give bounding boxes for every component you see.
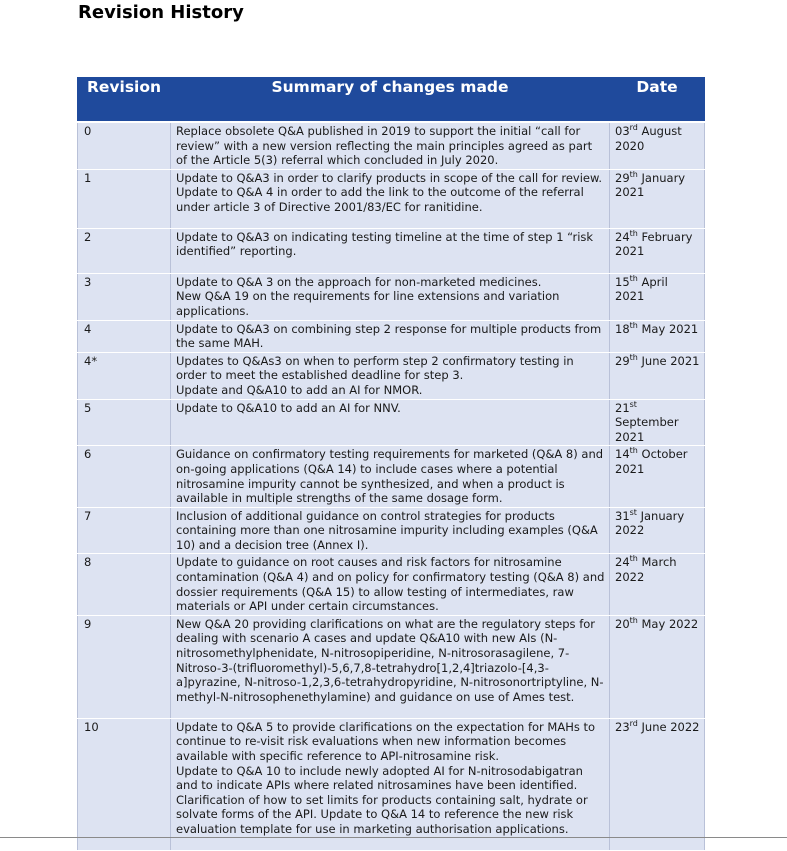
summary-cell — [171, 554, 610, 615]
date-cell — [610, 554, 705, 615]
table-row — [78, 507, 705, 554]
date-ordinal-suffix: rd — [629, 719, 638, 729]
table-row — [78, 228, 705, 273]
date-cell — [610, 718, 705, 850]
date-ordinal-suffix: th — [629, 616, 638, 626]
date-cell — [610, 352, 705, 399]
revision-cell: 4* — [78, 352, 171, 399]
summary-line: Update to Q&A 3 on the approach for non-marketed medicines. — [176, 274, 542, 289]
summary-cell — [171, 228, 610, 273]
date-cell — [610, 446, 705, 507]
date-ordinal-suffix: th — [629, 273, 638, 283]
summary-cell — [171, 273, 610, 320]
header-revision: Revision — [78, 78, 171, 123]
page-bottom-rule — [0, 837, 787, 838]
summary-cell — [171, 352, 610, 399]
date-ordinal-suffix: th — [629, 169, 638, 179]
date-day: 03 — [615, 124, 630, 138]
date-day: 15 — [615, 274, 630, 289]
date-month-year: March 2022 — [615, 555, 677, 585]
revision-cell: 0 — [78, 122, 171, 169]
revision-cell: 6 — [78, 446, 171, 507]
summary-line: Update to Q&A 10 to include newly adopted AI for N-nitrosodabigatran and to indicate APIs where related nitrosamines have been identified. Clarification of how to set limits for products containing salt, hydrate or solvate forms of the API. Update to Q&A 14 to reference the new risk evaluation template for use in marketing authorisation applications. — [176, 763, 588, 836]
date-month-year: October 2021 — [615, 447, 688, 476]
date-day: 24 — [615, 229, 630, 244]
summary-line: Update to Q&A10 to add an AI for NNV. — [176, 400, 401, 415]
table-row — [78, 399, 705, 446]
table-row — [78, 718, 705, 850]
date-day: 20 — [615, 616, 630, 631]
summary-line: Updates to Q&As3 on when to perform step 2 confirmatory testing in order to meet the established deadline for step 3. — [176, 353, 574, 383]
revision-history-table — [77, 77, 705, 851]
date-cell — [610, 228, 705, 273]
header-date: Date — [610, 78, 705, 123]
summary-line: Update to Q&A3 on indicating testing timeline at the time of step 1 “risk identified” reporting. — [176, 229, 594, 259]
summary-line: New Q&A 20 providing clarifications on what are the regulatory steps for dealing with scenario A cases and update Q&A10 with new AIs (N-nitrosomethylphenidate, N-nitrosopiperidine, N-nitrosorasagilene, 7-Nitroso-3-(trifluoromethyl)-5,6,7,8-tetrahydro[1,2,4]triazolo-[4,3-a]pyrazine, N-nitroso-1,2,3,6-tetrahydropyridine, N-nitrosonortriptyline, N-methyl-N-nitrosophenethylamine) and guidance on use of Ames test. — [176, 616, 604, 704]
date-ordinal-suffix: th — [629, 320, 638, 330]
summary-line: New Q&A 19 on the requirements for line extensions and variation applications. — [176, 289, 560, 318]
date-day: 29 — [615, 170, 630, 185]
date-month-year: September 2021 — [615, 415, 679, 444]
date-month-year: June 2022 — [637, 719, 700, 734]
date-ordinal-suffix: th — [629, 228, 638, 238]
header-summary: Summary of changes made — [171, 78, 610, 123]
date-cell — [610, 169, 705, 228]
summary-line: Update to Q&A 4 in order to add the link to the outcome of the referral under article 3 of Directive 2001/83/EC for ranitidine. — [176, 185, 584, 214]
date-month-year: January 2022 — [615, 508, 685, 538]
summary-line: Update to Q&A3 in order to clarify products in scope of the call for review. — [176, 170, 602, 185]
summary-cell — [171, 718, 610, 850]
date-cell — [610, 507, 705, 554]
revision-cell: 7 — [78, 507, 171, 554]
date-ordinal-suffix: st — [629, 507, 637, 517]
summary-cell — [171, 446, 610, 507]
summary-cell — [171, 122, 610, 169]
summary-line: Update and Q&A10 to add an AI for NMOR. — [176, 382, 423, 397]
summary-line: Replace obsolete Q&A published in 2019 to support the initial “call for review” with a new version reflecting the main principles agreed as part of the Article 5(3) referral which concluded in July 2020. — [176, 124, 593, 168]
date-cell — [610, 615, 705, 718]
date-month-year: April 2021 — [615, 274, 668, 304]
revision-cell: 8 — [78, 554, 171, 615]
table-row — [78, 352, 705, 399]
date-cell — [610, 273, 705, 320]
summary-cell — [171, 169, 610, 228]
revision-cell: 3 — [78, 273, 171, 320]
table-row — [78, 446, 705, 507]
revision-cell: 2 — [78, 228, 171, 273]
summary-line: Update to guidance on root causes and risk factors for nitrosamine contamination (Q&A 4) and on policy for confirmatory testing (Q&A 8) and dossier requirements (Q&A 15) to allow testing of intermediates, raw materials or API under certain circumstances. — [176, 555, 605, 614]
summary-line: Update to Q&A 5 to provide clarifications on the expectation for MAHs to continue to re-visit risk evaluations when new information becomes available with specific reference to API-nitrosamine risk. — [176, 719, 596, 764]
date-ordinal-suffix: th — [629, 446, 638, 456]
page-title: Revision History — [78, 2, 244, 23]
date-month-year: August 2020 — [615, 124, 682, 153]
date-day: 29 — [615, 353, 630, 368]
date-ordinal-suffix: th — [629, 352, 638, 362]
summary-cell — [171, 507, 610, 554]
date-month-year: January 2021 — [615, 170, 686, 200]
date-month-year: May 2021 — [637, 321, 699, 336]
table-row — [78, 615, 705, 718]
date-day: 24 — [615, 555, 630, 570]
date-day: 23 — [615, 719, 630, 734]
date-ordinal-suffix: rd — [629, 123, 638, 133]
date-day: 14 — [615, 447, 630, 462]
summary-cell — [171, 615, 610, 718]
revision-cell: 4 — [78, 320, 171, 352]
summary-cell — [171, 320, 610, 352]
date-day: 21 — [615, 400, 630, 415]
date-cell — [610, 399, 705, 446]
date-month-year: February 2021 — [615, 229, 693, 259]
date-cell — [610, 122, 705, 169]
date-month-year: June 2021 — [637, 353, 700, 368]
summary-line: Inclusion of additional guidance on control strategies for products containing more than one nitrosamine impurity including examples (Q&A 10) and a decision tree (Annex I). — [176, 508, 598, 552]
date-month-year: May 2022 — [637, 616, 699, 631]
summary-line: Update to Q&A3 on combining step 2 response for multiple products from the same MAH. — [176, 321, 602, 351]
table-row — [78, 169, 705, 228]
revision-cell: 10 — [78, 718, 171, 850]
revision-cell: 9 — [78, 615, 171, 718]
date-cell — [610, 320, 705, 352]
summary-cell — [171, 399, 610, 446]
table-row — [78, 320, 705, 352]
revision-cell: 1 — [78, 169, 171, 228]
revision-cell: 5 — [78, 399, 171, 446]
summary-line: Guidance on confirmatory testing requirements for marketed (Q&A 8) and on-going applications (Q&A 14) to include cases where a potential nitrosamine impurity cannot be synthesized, and when a product is available in multiple strengths of the same dosage form. — [176, 447, 604, 506]
table-row — [78, 273, 705, 320]
table-row — [78, 554, 705, 615]
date-ordinal-suffix: th — [629, 554, 638, 564]
date-day: 18 — [615, 321, 630, 336]
date-ordinal-suffix: st — [629, 399, 637, 409]
date-day: 31 — [615, 508, 630, 523]
table-row — [78, 122, 705, 169]
table-header-row — [78, 78, 705, 123]
